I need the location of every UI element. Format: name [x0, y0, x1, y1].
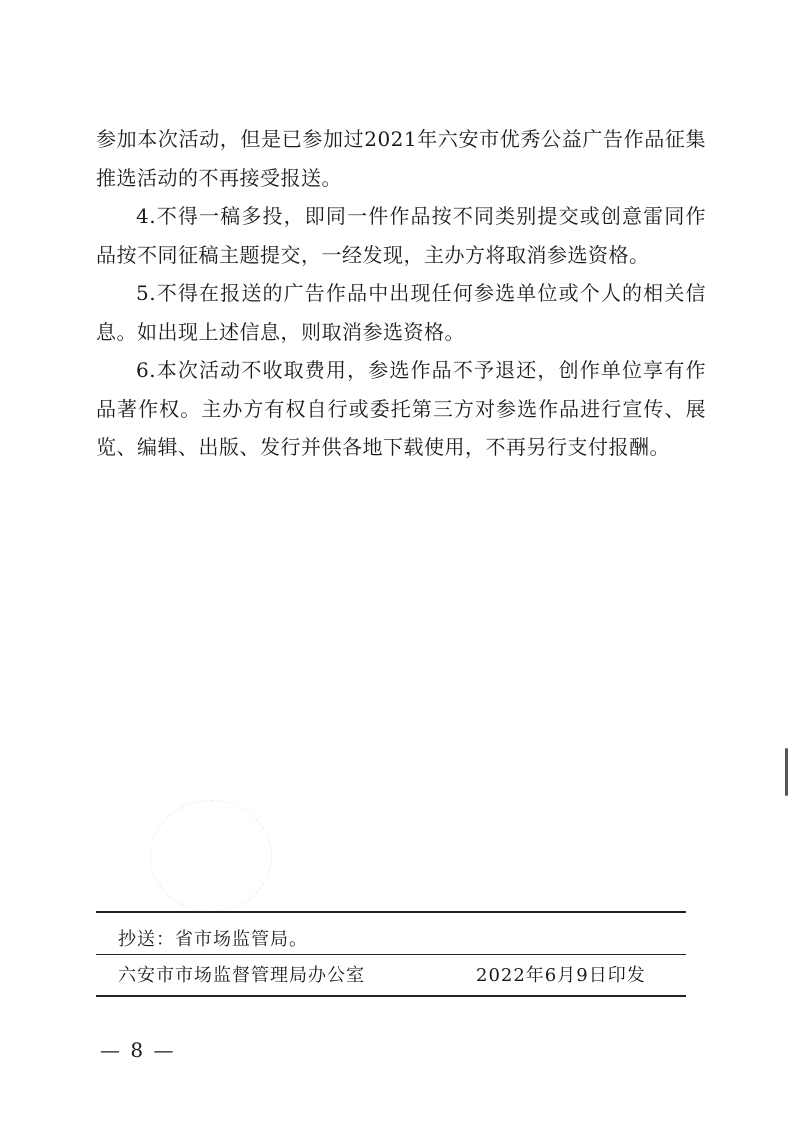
faint-seal-mark: [150, 800, 272, 912]
paragraph-3: 5.不得在报送的广告作品中出现任何参选单位或个人的相关信息。如出现上述信息，则取消参选资格。: [96, 281, 706, 344]
cc-label: 抄送：: [118, 929, 175, 950]
body-text: [96, 120, 706, 467]
scan-edge-mark: [785, 748, 788, 796]
page-number: — 8 —: [100, 1038, 176, 1062]
footer-middle-rule: [96, 954, 686, 955]
issuer-name: 六安市市场监督管理局办公室: [118, 965, 365, 986]
footer-bottom-rule: [96, 995, 686, 997]
footer-top-rule: [96, 911, 686, 913]
paragraph-2: 4.不得一稿多投，即同一件作品按不同类别提交或创意雷同作品按不同征稿主题提交，一经发现，主办方将取消参选资格。: [96, 204, 706, 267]
cc-line: [118, 928, 308, 952]
paragraph-4: 6.本次活动不收取费用，参选作品不予退还，创作单位享有作品著作权。主办方有权自行或委托第三方对参选作品进行宣传、展览、编辑、出版、发行并供各地下载使用，不再另行支付报酬。: [96, 358, 706, 459]
cc-value: 省市场监管局。: [175, 929, 308, 950]
paragraph-1: 参加本次活动，但是已参加过2021年六安市优秀公益广告作品征集推选活动的不再接受报送。: [96, 127, 706, 190]
issue-date: 2022年6月9日印发: [476, 965, 646, 986]
